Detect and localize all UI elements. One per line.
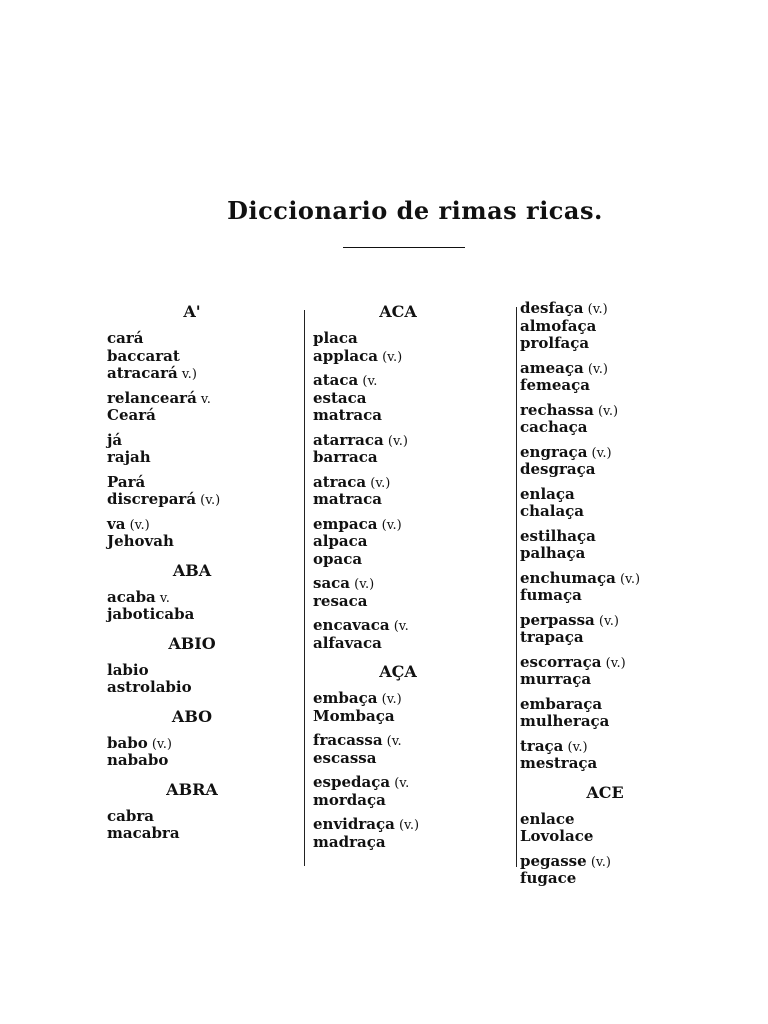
word-text: Lovolace [520, 827, 594, 845]
verb-tag: (v.) [377, 692, 402, 707]
word-text: cachaça [520, 418, 588, 436]
rhyme-word [520, 318, 720, 336]
rhyme-word [107, 407, 307, 425]
rhyme-word [520, 811, 720, 829]
word-text: applaca [313, 346, 378, 365]
section-header: ACA [379, 302, 417, 321]
verb-tag: (v.) [377, 349, 403, 365]
rhyme-word [107, 752, 307, 770]
column-3 [520, 300, 720, 895]
word-text: enchumaça [520, 568, 616, 587]
word-text: va [107, 514, 126, 533]
rhyme-group [520, 654, 720, 689]
verb-tag: (v.) [366, 475, 391, 491]
word-text: ameaça [520, 358, 584, 377]
word-text: matraca [313, 406, 382, 424]
rhyme-word [107, 432, 307, 450]
rhyme-word [520, 629, 720, 647]
verb-tag: (v.) [586, 854, 611, 870]
rhyme-group [313, 774, 513, 809]
verb-tag: (v.) [377, 517, 402, 533]
word-text: opaca [313, 549, 363, 568]
rhyme-group [313, 330, 513, 365]
rhyme-word [313, 432, 513, 450]
rhyme-word [520, 461, 720, 479]
word-text: desfaça [520, 299, 584, 317]
word-text: Jehovah [107, 532, 174, 550]
rhyme-word [520, 696, 720, 714]
rhyme-word [313, 834, 513, 852]
rhyme-word [520, 360, 720, 378]
rhyme-word [107, 735, 307, 753]
rhyme-word [313, 750, 513, 768]
rhyme-word [520, 528, 720, 546]
rhyme-word [520, 377, 720, 395]
verb-tag: (v. [358, 374, 378, 389]
page-title: Diccionario de rimas ricas. [227, 196, 603, 225]
rhyme-word [520, 335, 720, 353]
rhyme-word [313, 390, 513, 408]
verb-tag: (v.) [383, 433, 408, 449]
word-text: cará [107, 329, 144, 347]
rhyme-group [313, 732, 513, 767]
verb-tag: (v. [389, 619, 409, 634]
rhyme-word [107, 491, 307, 509]
word-text: trapaça [520, 628, 584, 646]
rhyme-word [313, 732, 513, 750]
rhyme-group [313, 372, 513, 425]
rhyme-group [520, 738, 720, 773]
column-divider [516, 307, 517, 867]
section-header: ABIO [168, 633, 216, 653]
word-text: placa [313, 329, 358, 347]
rhyme-word [107, 808, 307, 826]
rhyme-word [520, 570, 720, 588]
verb-tag: (v.) [583, 302, 608, 317]
verb-tag: (v. [390, 776, 410, 791]
rhyme-group [520, 853, 720, 888]
rhyme-word [520, 853, 720, 871]
rhyme-group [107, 808, 307, 843]
word-text: escassa [313, 748, 377, 767]
word-text: alfavaca [313, 633, 382, 652]
column-2 [313, 300, 513, 858]
rhyme-group [313, 432, 513, 467]
rhyme-word [313, 474, 513, 492]
title-rule [343, 247, 465, 248]
rhyme-word [107, 348, 307, 366]
rhyme-word [107, 662, 307, 680]
column-divider [304, 310, 305, 866]
word-text: discrepará [107, 490, 197, 508]
section-header: ABRA [166, 779, 218, 799]
word-text: Pará [107, 472, 146, 491]
rhyme-word [107, 589, 307, 607]
word-text: madraça [313, 832, 386, 851]
word-text: fumaça [520, 586, 582, 604]
rhyme-word [520, 486, 720, 504]
word-text: relanceará [107, 388, 197, 407]
verb-tag: (v.) [125, 517, 150, 533]
rhyme-word [313, 708, 513, 726]
rhyme-word [313, 551, 513, 569]
rhyme-word [520, 870, 720, 888]
word-text: femeaça [520, 376, 590, 394]
word-text: murraça [520, 670, 592, 688]
rhyme-group [107, 735, 307, 770]
rhyme-word [520, 444, 720, 462]
word-text: traça [520, 736, 564, 755]
rhyme-group [313, 690, 513, 725]
word-text: enlace [520, 809, 575, 828]
word-text: barraca [313, 448, 378, 466]
verb-tag: (v.) [615, 571, 641, 587]
rhyme-word [313, 449, 513, 467]
word-text: mulheraça [520, 712, 610, 730]
rhyme-group [313, 516, 513, 569]
rhyme-word [107, 679, 307, 697]
word-text: matraca [313, 490, 382, 508]
verb-tag: (v. [382, 734, 402, 749]
column-1 [107, 300, 307, 850]
section-header: ABO [171, 706, 213, 726]
word-text: envidraça [313, 815, 395, 833]
verb-tag: (v.) [350, 577, 375, 592]
section-header: AÇA [379, 662, 417, 681]
rhyme-word [107, 606, 307, 624]
rhyme-word [520, 503, 720, 521]
rhyme-group [520, 528, 720, 563]
rhyme-group [313, 617, 513, 652]
verb-tag: (v.) [594, 613, 619, 629]
rhyme-group [520, 811, 720, 846]
rhyme-word [520, 612, 720, 630]
rhyme-word [313, 348, 513, 366]
verb-tag: (v.) [147, 736, 172, 752]
word-text: atracará [107, 364, 178, 382]
rhyme-word [520, 654, 720, 672]
word-text: babo [107, 733, 148, 752]
word-text: perpassa [520, 610, 595, 629]
word-text: já [107, 430, 123, 449]
rhyme-group [107, 390, 307, 425]
word-text: pegasse [520, 851, 587, 870]
rhyme-group [520, 696, 720, 731]
rhyme-word [520, 828, 720, 846]
word-text: Mombaça [313, 706, 395, 725]
rhyme-group [107, 432, 307, 467]
verb-tag: (v.) [563, 739, 588, 755]
rhyme-word [107, 825, 307, 843]
rhyme-word [107, 365, 307, 383]
verb-tag: (v.) [394, 818, 420, 833]
word-text: espedaça [313, 773, 391, 791]
verb-tag: v. [155, 590, 170, 606]
rhyme-group [313, 816, 513, 851]
word-text: acaba [107, 587, 156, 606]
rhyme-group [107, 516, 307, 551]
word-text: labio [107, 660, 149, 679]
word-text: resaca [313, 591, 368, 610]
rhyme-word [107, 330, 307, 348]
verb-tag: (v.) [196, 493, 221, 508]
rhyme-word [107, 390, 307, 408]
word-text: fracassa [313, 731, 383, 749]
rhyme-word [313, 330, 513, 348]
word-text: macabra [107, 824, 180, 842]
rhyme-word [313, 816, 513, 834]
word-text: desgraça [520, 460, 596, 478]
word-text: rajah [107, 448, 151, 466]
rhyme-word [520, 671, 720, 689]
word-text: baccarat [107, 346, 180, 365]
rhyme-word [313, 575, 513, 593]
word-text: fugace [520, 869, 577, 887]
word-text: ataca [313, 371, 359, 389]
section-header: ABA [172, 560, 212, 580]
rhyme-group [520, 402, 720, 437]
rhyme-word [107, 474, 307, 492]
section-header: ACE [586, 782, 624, 802]
rhyme-group [520, 444, 720, 479]
rhyme-group [107, 474, 307, 509]
verb-tag: v. [196, 391, 211, 407]
rhyme-word [520, 738, 720, 756]
section-header: A' [183, 302, 201, 321]
word-text: empaca [313, 514, 378, 533]
rhyme-word [520, 402, 720, 420]
rhyme-word [520, 300, 720, 318]
word-text: astrolabio [107, 678, 192, 696]
word-text: cabra [107, 806, 154, 825]
rhyme-word [313, 516, 513, 534]
word-text: almofaça [520, 316, 597, 335]
rhyme-word [520, 419, 720, 437]
rhyme-word [313, 635, 513, 653]
rhyme-word [313, 774, 513, 792]
word-text: embaça [313, 689, 378, 707]
rhyme-word [313, 617, 513, 635]
verb-tag: v.) [177, 367, 197, 382]
rhyme-word [313, 491, 513, 509]
word-text: mordaça [313, 790, 386, 809]
rhyme-group [107, 589, 307, 624]
word-text: prolfaça [520, 334, 590, 352]
rhyme-word [107, 449, 307, 467]
rhyme-group [520, 360, 720, 395]
rhyme-word [313, 372, 513, 390]
word-text: engraça [520, 442, 588, 461]
word-text: escorraça [520, 652, 602, 671]
rhyme-group [313, 575, 513, 610]
word-text: atraca [313, 472, 367, 491]
word-text: jaboticaba [107, 605, 195, 623]
rhyme-word [313, 792, 513, 810]
rhyme-word [107, 516, 307, 534]
word-text: nababo [107, 751, 169, 769]
word-text: embaraça [520, 694, 603, 713]
rhyme-group [520, 486, 720, 521]
word-text: enlaça [520, 484, 575, 503]
word-text: estilhaça [520, 526, 596, 545]
word-text: atarraca [313, 430, 384, 449]
verb-tag: (v.) [583, 361, 608, 377]
rhyme-word [313, 533, 513, 551]
rhyme-word [107, 533, 307, 551]
rhyme-group [107, 330, 307, 383]
rhyme-group [520, 570, 720, 605]
word-text: mestraça [520, 754, 598, 772]
rhyme-group [107, 662, 307, 697]
word-text: estaca [313, 388, 367, 407]
word-text: palhaça [520, 544, 586, 562]
rhyme-word [520, 545, 720, 563]
rhyme-group [313, 474, 513, 509]
verb-tag: (v.) [587, 445, 612, 461]
rhyme-word [313, 593, 513, 611]
rhyme-word [313, 407, 513, 425]
rhyme-word [313, 690, 513, 708]
rhyme-group [520, 612, 720, 647]
rhyme-group [520, 300, 720, 353]
rhyme-word [520, 587, 720, 605]
word-text: saca [313, 574, 351, 592]
word-text: chalaça [520, 502, 585, 520]
rhyme-word [520, 755, 720, 773]
word-text: Ceará [107, 406, 156, 424]
rhyme-word [520, 713, 720, 731]
word-text: encavaca [313, 616, 390, 634]
word-text: rechassa [520, 400, 594, 419]
word-text: alpaca [313, 532, 368, 550]
verb-tag: (v.) [593, 403, 619, 419]
verb-tag: (v.) [601, 655, 626, 671]
